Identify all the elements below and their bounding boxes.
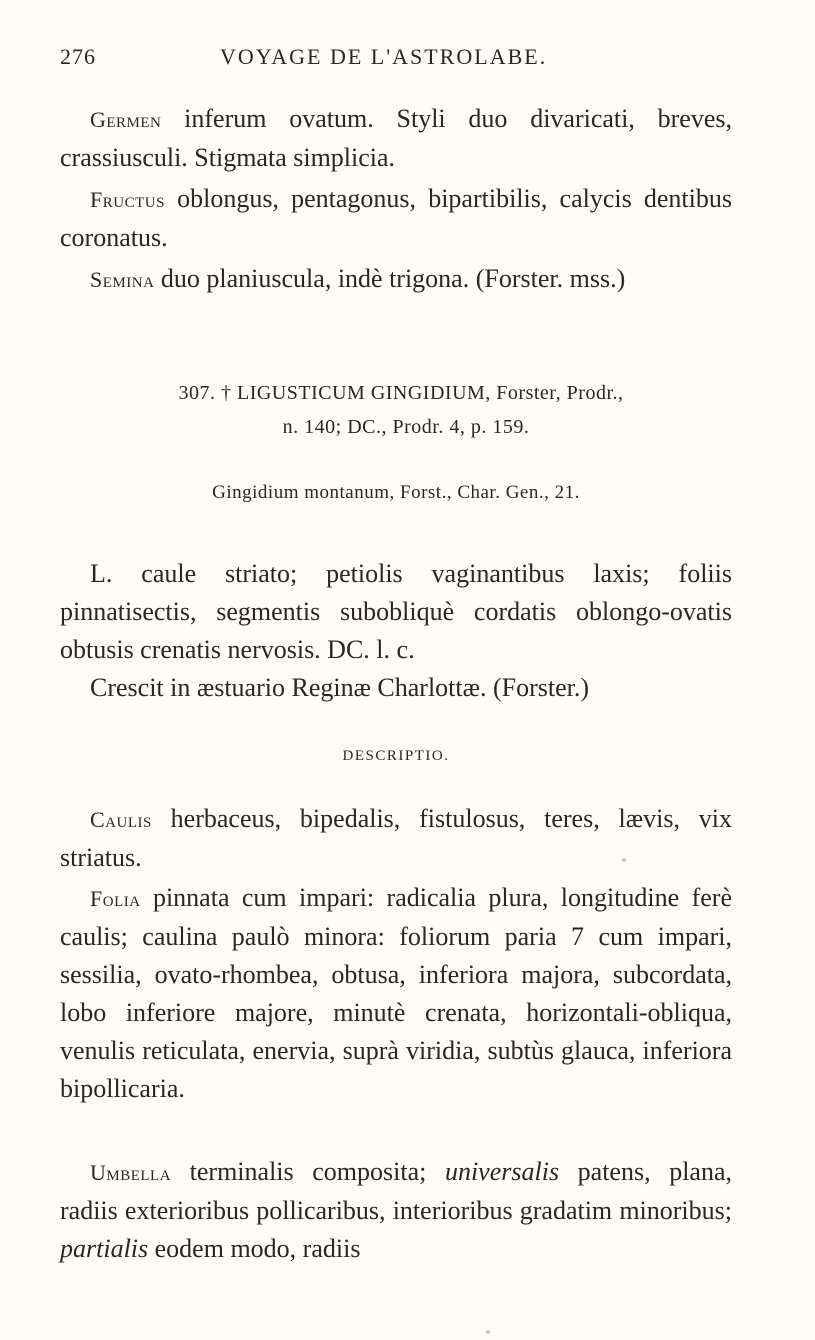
umbella-partialis: partialis <box>60 1234 149 1263</box>
semina-label: Semina <box>90 267 155 292</box>
section-heading: DESCRIPTIO. <box>342 748 450 764</box>
semina-text: duo planiuscula, indè trigona. (Forster. mss.) <box>154 264 626 293</box>
caulis-paragraph <box>60 800 732 877</box>
umbella-label: Umbella <box>90 1160 172 1185</box>
caulis-label: Caulis <box>90 807 152 832</box>
diagnosis-paragraph: L. caule striato; petiolis vaginantibus laxis; foliis pinnatisectis, segmentis subobliquè cordatis oblongo-ovatis obtusis crenatis nervosis. DC. l. c. <box>60 559 732 664</box>
umbella-text-b: patens, plana, radiis exterioribus pollicaribus, interioribus gradatim minoribus; <box>60 1157 732 1225</box>
caulis-text: herbaceus, bipedalis, fistulosus, teres, lævis, vix striatus. <box>60 804 732 872</box>
umbella-universalis: universalis <box>444 1157 560 1186</box>
umbella-text-c: eodem modo, radiis <box>148 1234 361 1263</box>
semina-paragraph <box>60 260 732 299</box>
folia-paragraph <box>60 879 732 1108</box>
folia-label: Folia <box>90 886 141 911</box>
species-heading-line-1: 307. † LIGUSTICUM GINGIDIUM, Forster, Prodr., <box>178 382 624 404</box>
germen-paragraph <box>60 100 732 177</box>
synonym-line: Gingidium montanum, Forst., Char. Gen., 21. <box>212 482 580 503</box>
fructus-text: oblongus, pentagonus, bipartibilis, calycis dentibus coronatus. <box>60 184 732 252</box>
germen-text: inferum ovatum. Styli duo divaricati, breves, crassiusculi. Stigmata simplicia. <box>60 104 732 172</box>
paper-speck <box>622 858 626 862</box>
germen-label: Germen <box>90 107 162 132</box>
page-number: 276 <box>60 44 96 69</box>
paper-speck <box>486 1330 490 1334</box>
running-header <box>60 44 732 80</box>
umbella-text-a: terminalis composita; <box>171 1157 445 1186</box>
umbella-paragraph <box>60 1153 732 1268</box>
fructus-paragraph <box>60 180 732 257</box>
species-heading <box>60 376 732 444</box>
species-heading-line-2: n. 140; DC., Prodr. 4, p. 159. <box>282 416 530 438</box>
folia-text: pinnata cum impari: radicalia plura, longitudine ferè caulis; caulina paulò minora: foliorum paria 7 cum impari, sessilia, ovato-rhombea, obtusa, inferiora majora, subcordata, lobo inferiore majore, minutè crenata, horizontali-obliqua, venulis reticulata, enervia, suprà viridia, subtùs glauca, inferiora bipollicaria. <box>60 883 732 1103</box>
fructus-label: Fructus <box>90 187 165 212</box>
running-title: VOYAGE DE L'ASTROLABE. <box>220 44 548 69</box>
habitat-paragraph: Crescit in æstuario Reginæ Charlottæ. (Forster.) <box>90 673 590 702</box>
